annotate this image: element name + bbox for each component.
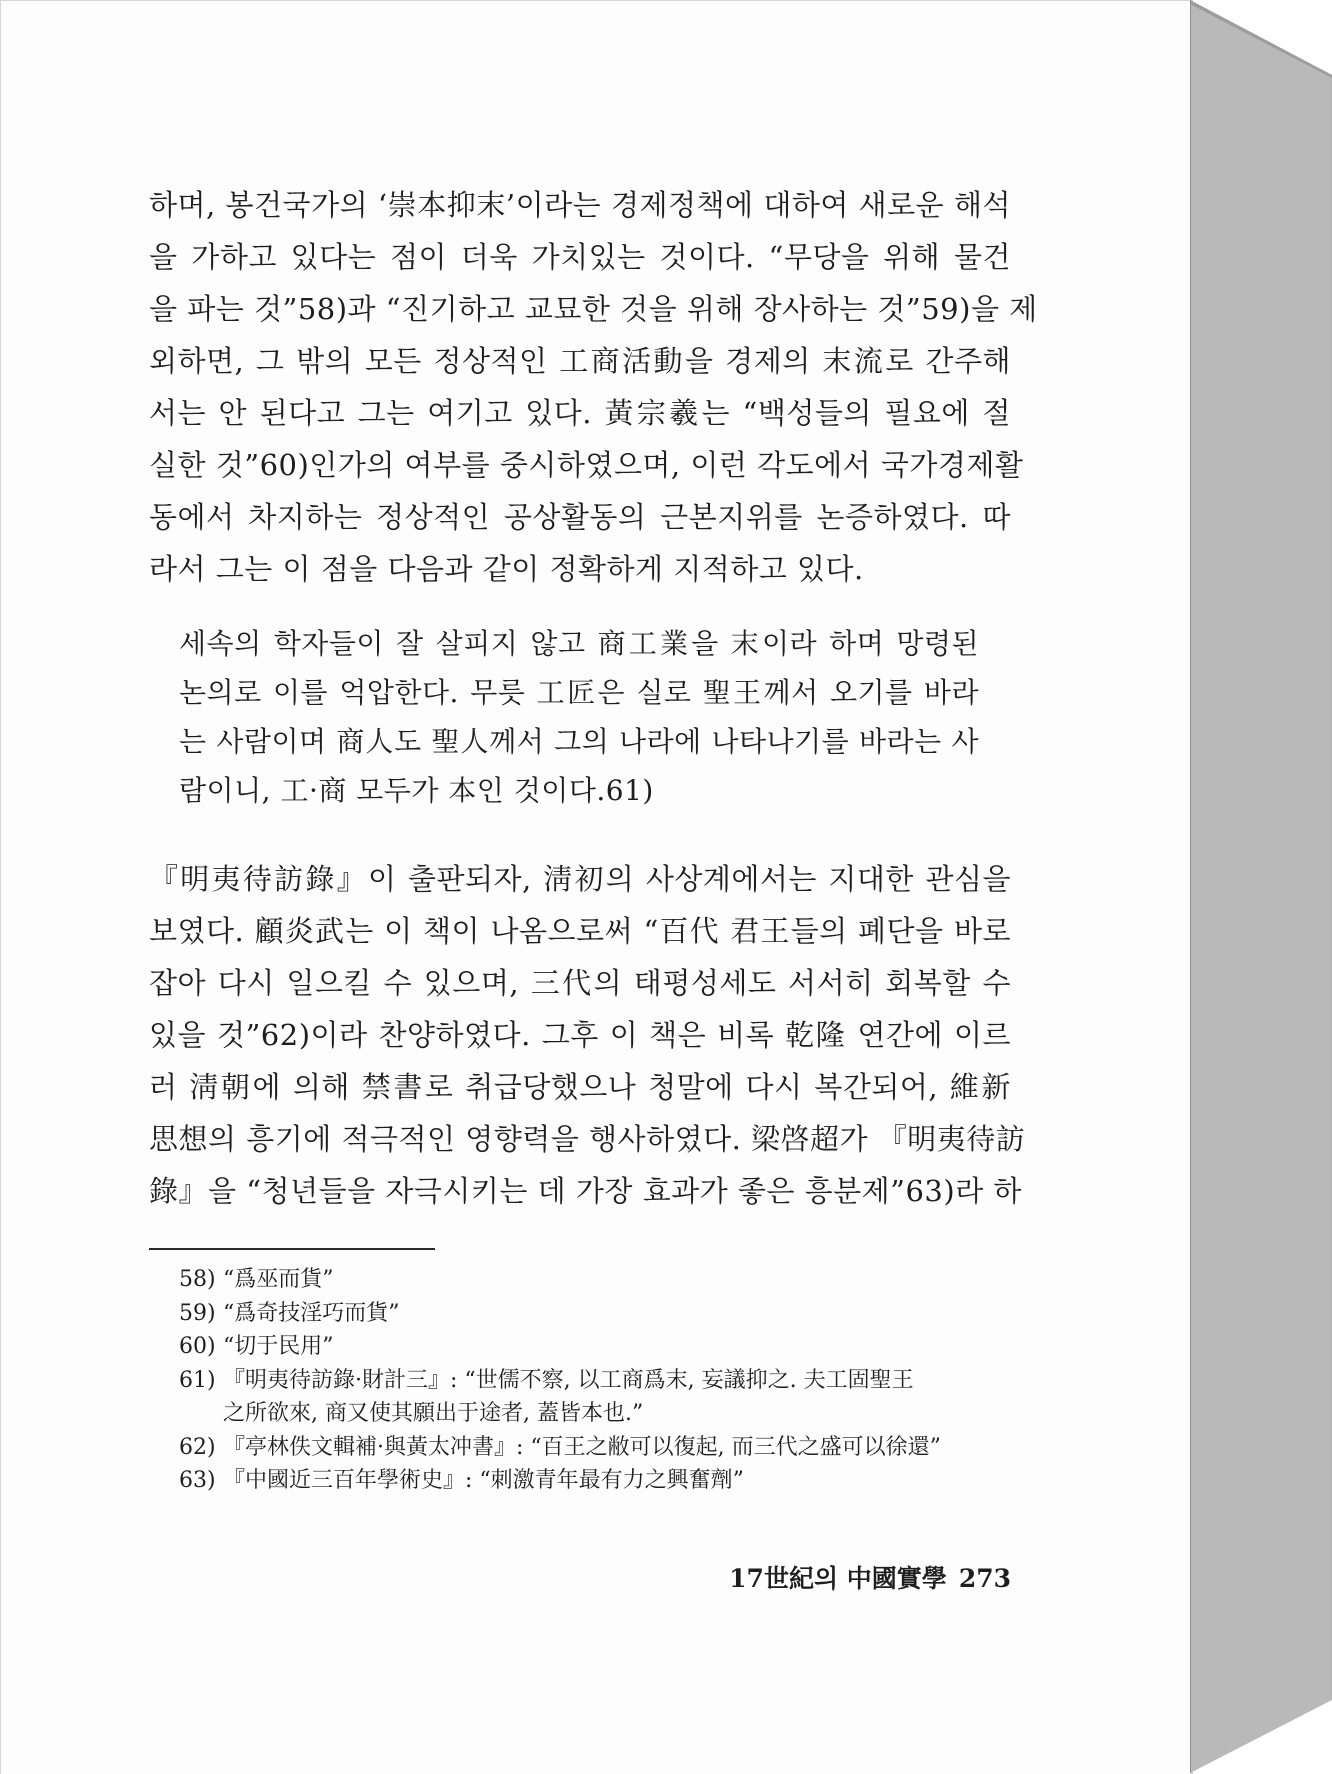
text-line: 『明夷待訪錄』이 출판되자, 淸初의 사상계에서는 지대한 관심을 <box>149 862 1011 896</box>
footnote-number: 58) <box>179 1267 216 1292</box>
footnote <box>179 1431 999 1465</box>
text-line: 서는 안 된다고 그는 여기고 있다. 黃宗羲는 “백성들의 필요에 절 <box>149 396 1011 430</box>
text-line: 思想의 흥기에 적극적인 영향력을 행사하였다. 梁啓超가 『明夷待訪 <box>149 1122 1026 1156</box>
quote-line: 는 사람이며 商人도 聖人께서 그의 나라에 나타나기를 바라는 사 <box>179 725 979 758</box>
footnote <box>179 1263 999 1297</box>
text-line: 외하면, 그 밖의 모든 정상적인 工商活動을 경제의 末流로 간주해 <box>149 344 1011 378</box>
footnote-number: 62) <box>179 1434 216 1460</box>
footnote-text: 『明夷待訪錄·財計三』: “世儒不察, 以工商爲末, 妄議抑之. 夫工固聖王 <box>223 1367 914 1393</box>
text-line: 실한 것”60)인가의 여부를 중시하였으며, 이런 각도에서 국가경제활 <box>149 448 1024 482</box>
footnote <box>179 1297 999 1331</box>
text-line: 보였다. 顧炎武는 이 책이 나옴으로써 “百代 君王들의 폐단을 바로 <box>149 914 1011 948</box>
footnote-text: 『亭林佚文輯補·與黃太冲書』: “百王之敝可以復起, 而三代之盛可以徐還” <box>223 1434 941 1460</box>
text-line: 잡아 다시 일으킬 수 있으며, 三代의 태평성세도 서서히 회복할 수 <box>149 966 1011 1000</box>
footnote-divider <box>149 1248 435 1250</box>
footnote-text: 『中國近三百年學術史』: “刺激青年最有力之興奮劑” <box>223 1468 744 1493</box>
page-number: 273 <box>958 1564 1011 1593</box>
text-line: 동에서 차지하는 정상적인 공상활동의 근본지위를 논증하였다. 따 <box>149 500 1011 534</box>
text-line: 라서 그는 이 점을 다음과 같이 정확하게 지적하고 있다. <box>149 552 864 586</box>
footnote-text: “切于民用” <box>223 1334 334 1359</box>
footnote-text: 之所欲來, 商又使其願出于途者, 蓋皆本也.” <box>223 1401 644 1426</box>
footnote-number: 60) <box>179 1334 216 1359</box>
paragraph-1 <box>149 179 1038 595</box>
footnotes <box>179 1263 999 1498</box>
footnote-continuation <box>179 1397 999 1431</box>
running-title: 17世紀의 中國實學 <box>729 1564 947 1593</box>
paragraph-2 <box>149 853 1026 1217</box>
text-line: 러 淸朝에 의해 禁書로 취급당했으나 청말에 다시 복간되어, 維新 <box>149 1070 1011 1104</box>
quote-line: 논의로 이를 억압한다. 무릇 工匠은 실로 聖王께서 오기를 바라 <box>179 676 979 709</box>
text-line: 있을 것”62)이라 찬양하였다. 그후 이 책은 비록 乾隆 연간에 이르 <box>149 1018 1011 1052</box>
book-edge <box>1190 0 1332 1773</box>
quote-line: 세속의 학자들이 잘 살피지 않고 商工業을 末이라 하며 망령된 <box>179 627 979 660</box>
footnote <box>179 1330 999 1364</box>
text-line: 을 파는 것”58)과 “진기하고 교묘한 것을 위해 장사하는 것”59)을 제 <box>149 292 1038 326</box>
footnote-number: 63) <box>179 1468 216 1493</box>
text-line: 하며, 봉건국가의 ‘崇本抑末’이라는 경제정책에 대하여 새로운 해석 <box>149 188 1011 222</box>
block-quote <box>179 619 979 815</box>
footnote-text: “爲奇技淫巧而貨” <box>223 1300 400 1326</box>
footnote <box>179 1464 999 1498</box>
footnote-number: 61) <box>179 1367 216 1393</box>
footnote-text: “爲巫而貨” <box>223 1267 334 1292</box>
quote-line: 람이니, 工·商 모두가 本인 것이다.61) <box>179 774 654 807</box>
footnote-number: 59) <box>179 1300 216 1326</box>
text-line: 을 가하고 있다는 점이 더욱 가치있는 것이다. “무당을 위해 물건 <box>149 240 1011 274</box>
footnote <box>179 1364 999 1398</box>
text-line: 錄』을 “청년들을 자극시키는 데 가장 효과가 좋은 흥분제”63)라 하 <box>149 1174 1022 1208</box>
running-footer <box>719 1559 1011 1595</box>
